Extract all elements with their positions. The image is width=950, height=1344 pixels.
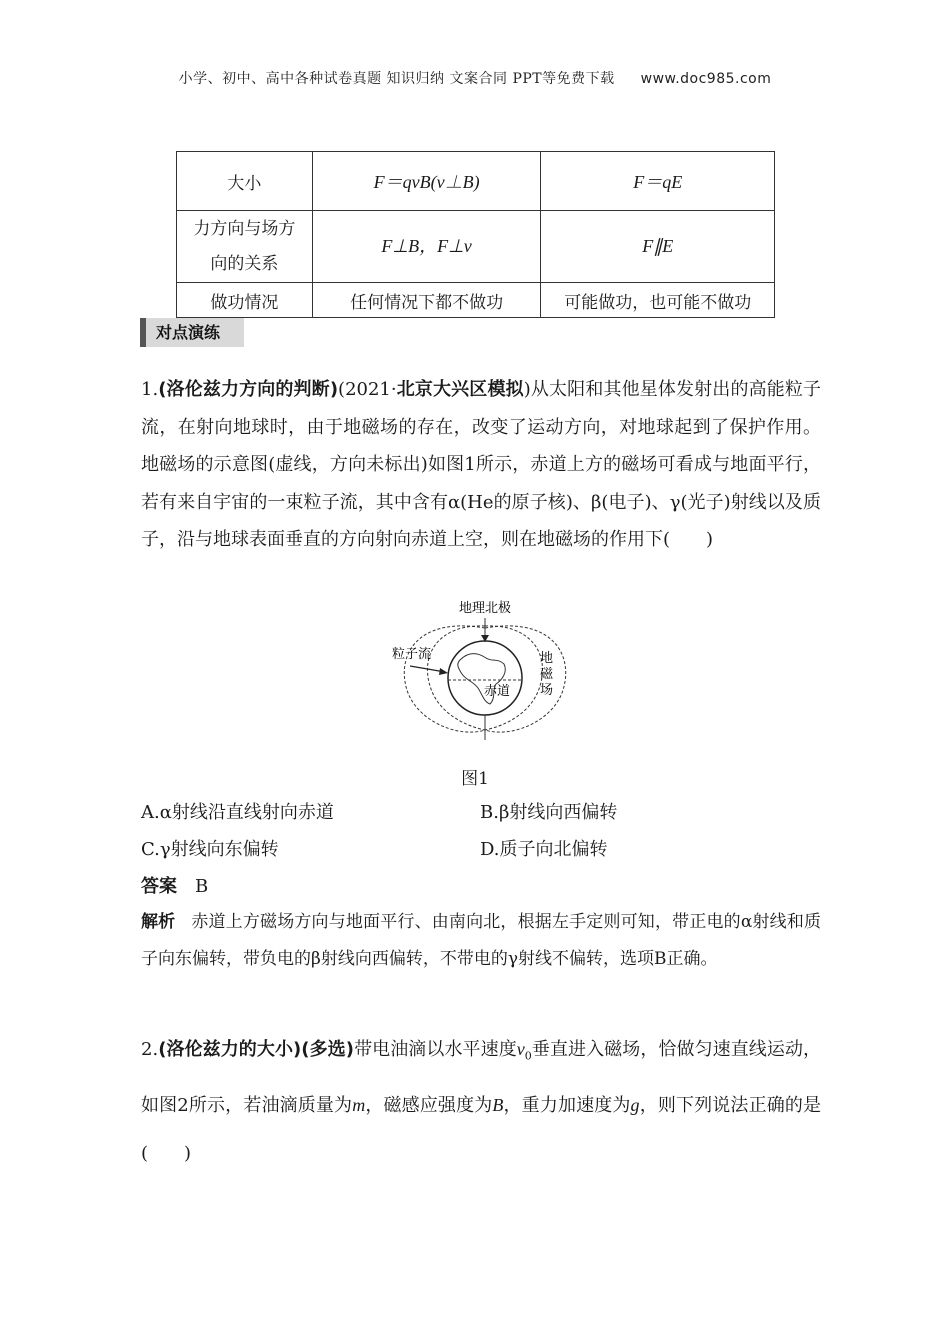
q2-text-2: 垂直进入磁场，恰做匀速直线运动，如图2所示，若油滴质量为 [141, 1039, 822, 1116]
q2-text-1: 带电油滴以水平速度 [353, 1039, 517, 1060]
cell-electric-direction: F∥E [541, 211, 775, 283]
cell-electric-size: F＝qE [541, 152, 775, 211]
q2-text-3: ，磁感应强度为 [365, 1094, 493, 1116]
q2-multi: (多选) [301, 1039, 354, 1060]
option-a[interactable]: A.α射线沿直线射向赤道 [141, 802, 334, 823]
label-geomagnetic-field-3: 场 [540, 683, 554, 698]
earth-magnetic-field-figure [380, 598, 580, 744]
q1-source: 北京大兴区模拟 [396, 379, 524, 400]
cell-electric-work: 可能做功，也可能不做功 [541, 283, 775, 318]
q2-g: g [630, 1094, 640, 1115]
option-d[interactable]: D.质子向北偏转 [480, 839, 608, 860]
q2-text-4: ，重力加速度为 [503, 1094, 631, 1116]
answer-label: 答案 [141, 876, 177, 897]
analysis-text: 赤道上方磁场方向与地面平行、由南向北，根据左手定则可知，带正电的α射线和质子向东偏转，带负电的β射线向西偏转，不带电的γ射线不偏转，选项B正确。 [141, 912, 821, 969]
q2-text-5: ，则下列说法正确的是( ) [141, 1094, 822, 1164]
q1-number: 1. [141, 379, 159, 400]
q2-tag: (洛伦兹力的大小) [158, 1039, 302, 1060]
q2-m: m [352, 1094, 366, 1115]
analysis-label: 解析 [141, 912, 176, 932]
q1-answer [141, 872, 208, 898]
question-1 [141, 371, 821, 559]
row-label-size: 大小 [177, 152, 313, 211]
option-c[interactable]: C.γ射线向东偏转 [141, 839, 279, 860]
answer-value: B [195, 876, 209, 897]
page-header [0, 68, 950, 88]
q2-v: v [516, 1039, 525, 1059]
cell-lorentz-work: 任何情况下都不做功 [312, 283, 541, 318]
question-2 [141, 1025, 821, 1178]
row-label-direction [177, 211, 313, 283]
section-title: 对点演练 [140, 318, 244, 347]
row-label-direction-line1: 力方向与场方 [193, 218, 296, 239]
q1-tag: (洛伦兹力方向的判断) [158, 379, 339, 400]
label-geographic-north: 地理北极 [458, 601, 512, 616]
table-row [177, 283, 775, 318]
cell-lorentz-direction: F⊥B，F⊥v [312, 211, 541, 283]
header-site[interactable]: www.doc985.com [640, 71, 772, 87]
row-label-work: 做功情况 [177, 283, 313, 318]
header-text: 小学、初中、高中各种试卷真题 知识归纳 文案合同 PPT等免费下载 [178, 71, 615, 87]
q1-source-pre: (2021· [338, 379, 397, 400]
label-geomagnetic-field-2: 磁 [540, 667, 554, 682]
q1-analysis [141, 904, 821, 978]
comparison-table [176, 151, 775, 318]
q2-number: 2. [141, 1039, 159, 1060]
table-row [177, 152, 775, 211]
table-row [177, 211, 775, 283]
cell-lorentz-size: F＝qvB(v⊥B) [312, 152, 541, 211]
label-particle-stream: 粒子流 [392, 647, 432, 662]
label-equator: 赤道 [484, 684, 511, 699]
q2-B: B [492, 1094, 504, 1115]
figure-1-caption: 图1 [461, 769, 489, 789]
q1-text: 从太阳和其他星体发射出的高能粒子流，在射向地球时，由于地磁场的存在，改变了运动方向，对地球起到了保护作用。地磁场的示意图(虚线，方向未标出)如图1所示，赤道上方的磁场可看成与地面平行，若有来自宇宙的一束粒子流，其中含有α(He的原子核)、β(电子)、γ(光子)射线以及质子，沿与地球表面垂直的方向射向赤道上空，则在地磁场的作用下( ) [141, 379, 822, 550]
option-b[interactable]: B.β射线向西偏转 [480, 802, 618, 823]
row-label-direction-line2: 向的关系 [210, 253, 279, 274]
q1-source-post: ) [523, 379, 531, 400]
label-geomagnetic-field-1: 地 [540, 651, 554, 666]
q2-v-sub: 0 [524, 1049, 532, 1063]
